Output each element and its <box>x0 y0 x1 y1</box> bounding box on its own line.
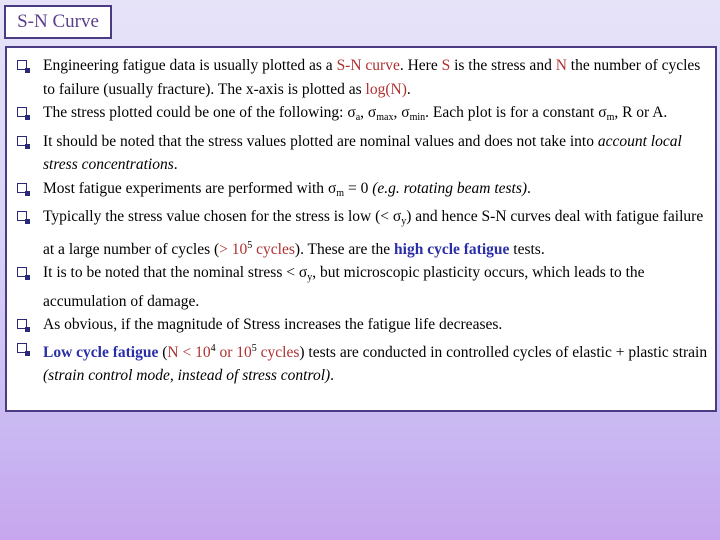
bullet-text-run: . <box>330 367 335 384</box>
bullet-text-run: , R or A. <box>614 104 668 121</box>
square-bullet-icon <box>17 267 27 277</box>
bullet-text-run: = 0 <box>344 179 373 197</box>
bullet-text-run: , <box>360 104 368 121</box>
bullet-item <box>17 337 709 388</box>
content-panel <box>5 46 717 412</box>
bullet-text-run: . <box>527 179 531 197</box>
bullet-text-run: The stress plotted could be one of the following: <box>43 104 348 121</box>
bullet-text-run: N <box>555 57 567 74</box>
bullet-text-run: 5 <box>247 239 253 251</box>
bullet-text-run: σ <box>327 179 337 197</box>
bullet-text-run: . <box>173 156 178 173</box>
bullet-text-run: σ <box>347 104 356 121</box>
bullet-item <box>17 261 709 313</box>
square-bullet-icon <box>17 319 27 329</box>
bullet-text-run: Typically the stress value chosen for the stress is low (< <box>43 208 393 225</box>
square-bullet-icon <box>17 183 27 193</box>
bullet-text-run: σ <box>298 264 308 281</box>
bullet-text-run: > 10 <box>219 240 248 258</box>
bullet-text-run: m <box>606 112 615 123</box>
bullet-text-run: m <box>336 187 345 199</box>
bullet-text-run: 5 <box>251 342 257 354</box>
bullet-text-run: Engineering fatigue data is usually plotted as a <box>43 57 337 74</box>
bullet-text-run: y <box>307 272 313 283</box>
bullet-text-run: σ <box>392 208 402 225</box>
bullet-item <box>17 313 709 337</box>
bullet-text-run: tests. <box>509 240 545 258</box>
bullet-item <box>17 205 709 261</box>
bullet-text-run: ). These are the <box>294 240 395 258</box>
bullet-text-run: the number of cycles to failure (usually fracture). The x-axis is plotted as <box>43 57 701 98</box>
bullet-text-run: 4 <box>210 342 216 354</box>
bullet-text-run: a <box>355 112 361 123</box>
bullet-text-run: y <box>401 216 407 227</box>
bullet-text-run: ) tests are conducted in controlled cycles of elastic + plastic strain <box>299 343 708 361</box>
bullet-text-run: is the stress and <box>450 57 556 74</box>
bullet-text-run: log(N) <box>365 80 407 98</box>
bullet-item <box>17 177 709 206</box>
bullet-list <box>17 54 709 388</box>
bullet-text-run: As obvious, if the magnitude of Stress increases the fatigue life decreases. <box>43 316 503 333</box>
bullet-text-run: σ <box>598 104 607 121</box>
bullet-text-run: σ <box>401 104 410 121</box>
bullet-text-run: ) and hence S-N curves deal with fatigue failure at a large number of cycles ( <box>43 208 704 258</box>
square-bullet-icon <box>17 60 27 70</box>
square-bullet-icon <box>17 107 27 117</box>
bullet-text-run: S <box>441 57 451 74</box>
bullet-text-run: . Each plot is for a constant <box>425 104 599 121</box>
bullet-text-run: σ <box>367 104 377 121</box>
slide-title: S-N Curve <box>4 5 112 39</box>
square-bullet-icon <box>17 211 27 221</box>
bullet-item <box>17 101 709 130</box>
bullet-text-run: It should be noted that the stress values plotted are nominal values and does not take into <box>43 132 598 150</box>
bullet-text-run: cycles <box>252 240 295 258</box>
bullet-text-run: . <box>406 80 411 98</box>
bullet-item <box>17 130 709 177</box>
square-bullet-icon <box>17 136 27 146</box>
bullet-text-run: account local stress concentrations <box>43 132 682 173</box>
bullet-item <box>17 54 709 101</box>
bullet-text-run: min <box>409 112 426 123</box>
bullet-text-run: Low cycle fatigue <box>43 343 159 361</box>
bullet-text-run: Most fatigue experiments are performed with <box>43 179 328 197</box>
square-bullet-icon <box>17 343 27 353</box>
bullet-text-run: S-N curve <box>336 57 400 74</box>
bullet-text-run: high cycle fatigue <box>394 240 510 258</box>
bullet-text-run: max <box>376 112 394 123</box>
bullet-text-run: ( <box>158 343 168 361</box>
bullet-text-run: , <box>393 104 402 121</box>
bullet-text-run: It is to be noted that the nominal stress < <box>43 264 299 281</box>
bullet-text-run: or 10 <box>215 343 252 361</box>
bullet-text-run: , but microscopic plasticity occurs, which leads to the accumulation of damage. <box>43 264 645 310</box>
bullet-text-run: (strain control mode, instead of stress control) <box>43 367 331 384</box>
bullet-text-run: . Here <box>399 57 442 74</box>
bullet-text-run: cycles <box>256 343 300 361</box>
bullet-text-run: (e.g. rotating beam tests) <box>372 179 528 197</box>
bullet-text-run: N < 10 <box>167 343 211 361</box>
